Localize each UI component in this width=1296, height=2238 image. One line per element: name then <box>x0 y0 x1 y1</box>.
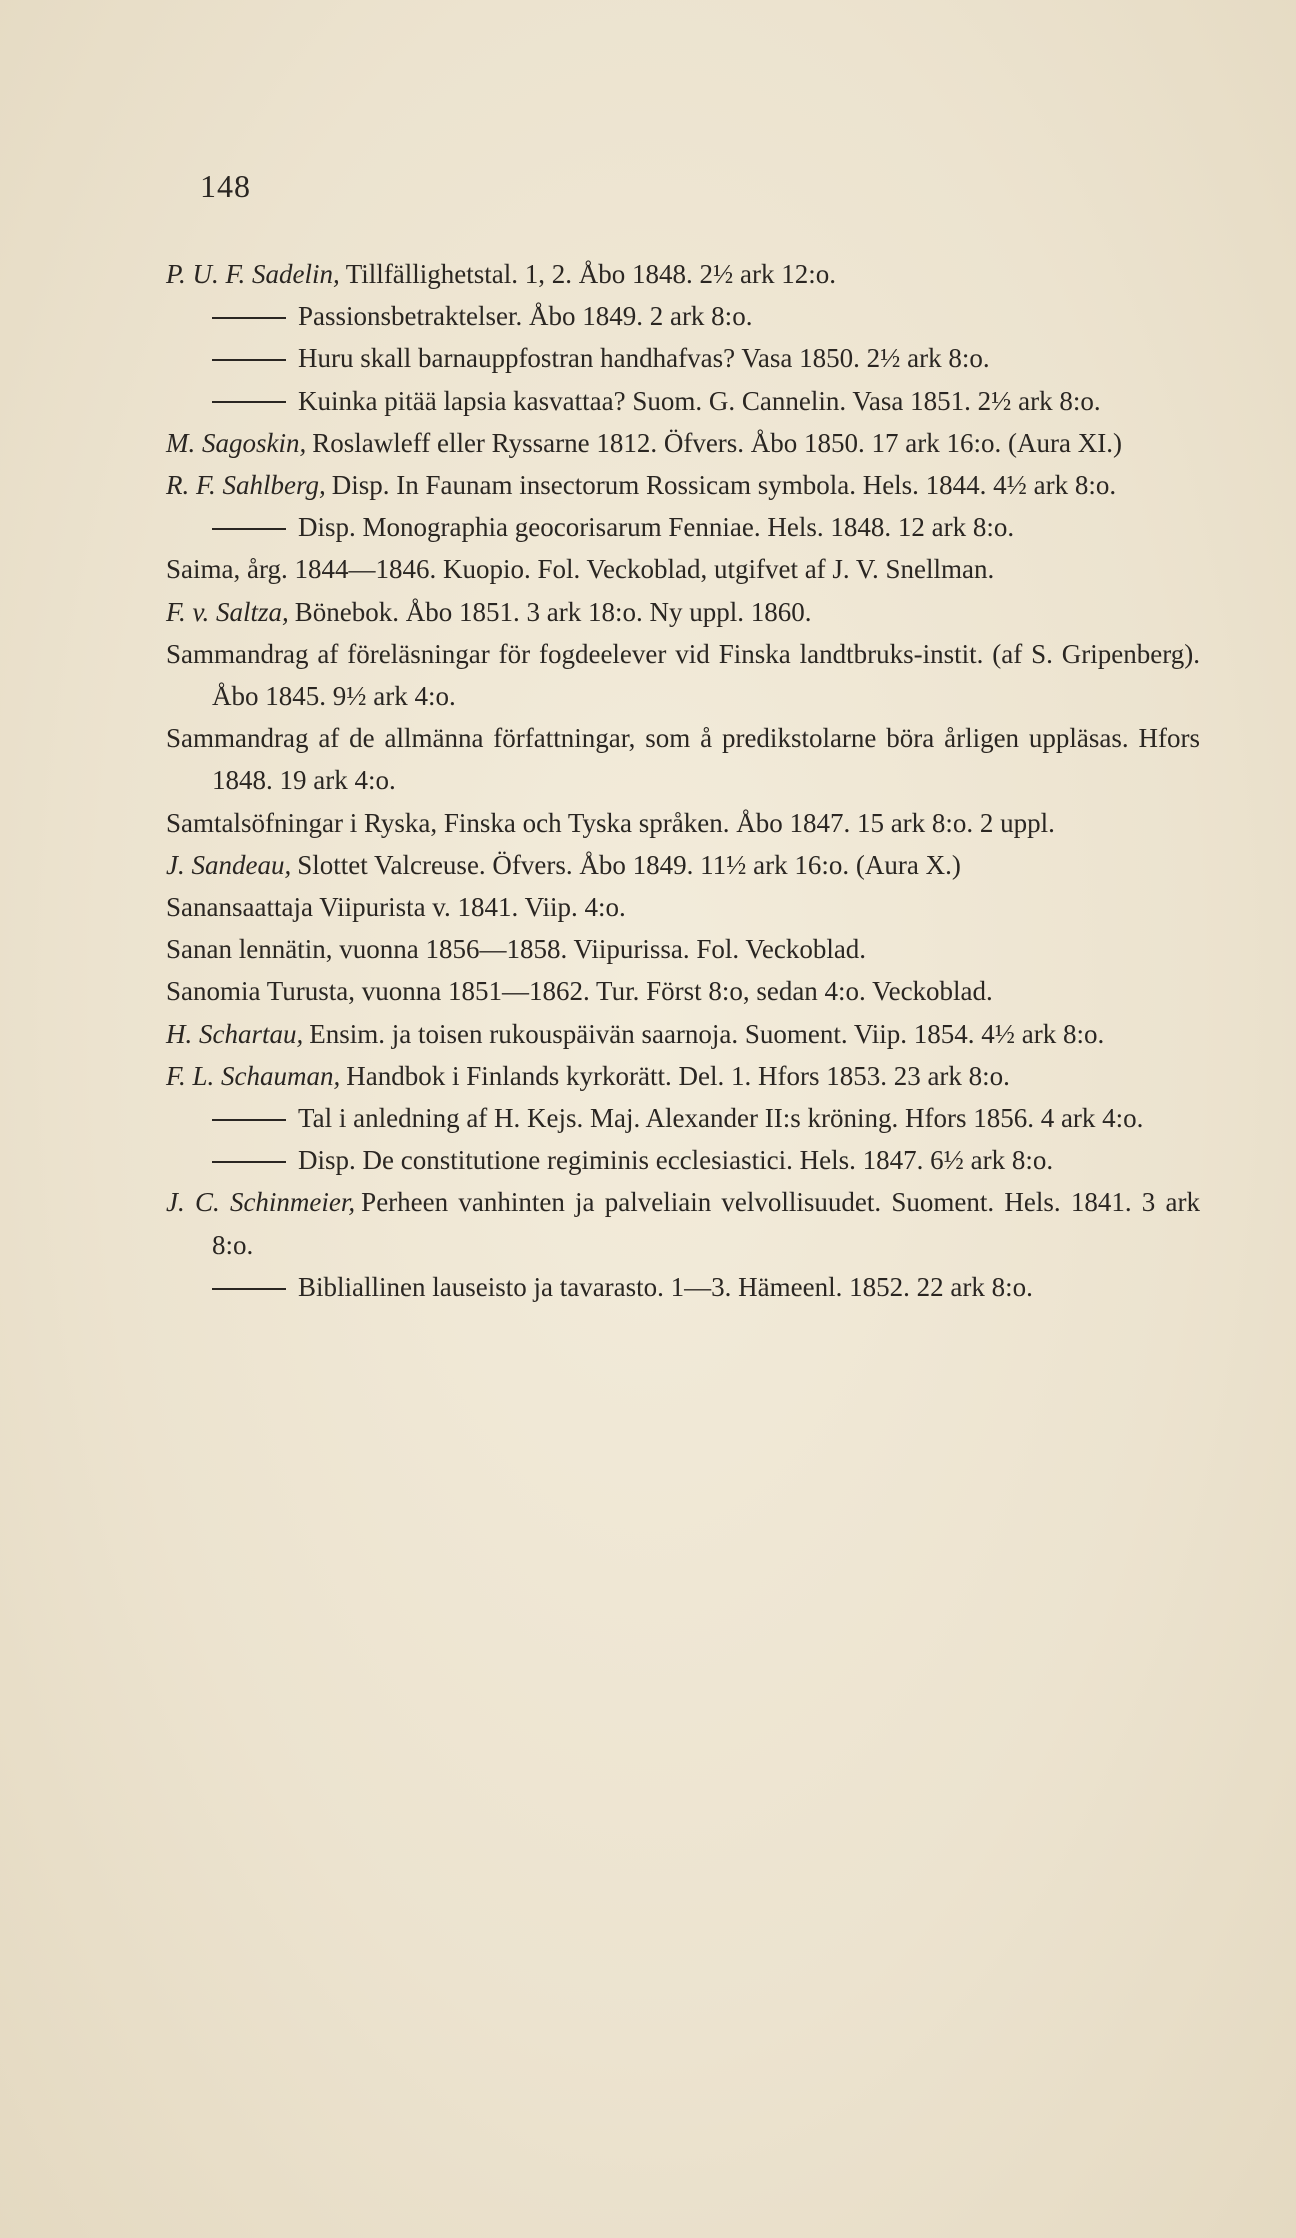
ditto-dash <box>212 317 286 319</box>
ditto-dash <box>212 1288 286 1290</box>
bibliography-entry <box>166 802 1200 844</box>
bibliography-entry <box>166 422 1200 464</box>
ditto-dash <box>212 401 286 403</box>
entry-text: Slottet Valcreuse. Öfvers. Åbo 1849. 11½ ark 16:o. (Aura X.) <box>297 849 961 880</box>
bibliography-entry <box>166 1139 1200 1181</box>
bibliography-entry <box>166 928 1200 970</box>
page-number: 148 <box>200 168 251 204</box>
entry-author: M. Sagoskin, <box>166 427 307 458</box>
bibliography-entry <box>166 295 1200 337</box>
ditto-dash <box>212 1119 286 1121</box>
bibliography-entry <box>166 844 1200 886</box>
bibliography-entry <box>166 380 1200 422</box>
bibliography-entry <box>166 337 1200 379</box>
entry-text: Passionsbetraktelser. Åbo 1849. 2 ark 8:o. <box>298 301 753 332</box>
entry-text: Sanan lennätin, vuonna 1856—1858. Viipurissa. Fol. Veckoblad. <box>166 934 867 965</box>
bibliography-entry <box>166 970 1200 1012</box>
entry-text: Tal i anledning af H. Kejs. Maj. Alexander II:s kröning. Hfors 1856. 4 ark 4:o. <box>298 1103 1144 1134</box>
entry-text: Samtalsöfningar i Ryska, Finska och Tyska språken. Åbo 1847. 15 ark 8:o. 2 uppl. <box>166 807 1055 838</box>
bibliography-list <box>166 253 1200 1308</box>
entry-text: Sammandrag af föreläsningar för fogdeelever vid Finska landtbruks-instit. (af S. Gripenberg). Åbo 1845. 9½ ark 4:o. <box>166 638 1200 712</box>
bibliography-entry <box>166 633 1200 717</box>
entry-text: Bönebok. Åbo 1851. 3 ark 18:o. Ny uppl. 1860. <box>294 596 812 627</box>
entry-author: J. Sandeau, <box>166 849 292 880</box>
entry-text: Ensim. ja toisen rukouspäivän saarnoja. Suoment. Viip. 1854. 4½ ark 8:o. <box>309 1018 1105 1049</box>
entry-text: Kuinka pitää lapsia kasvattaa? Suom. G. Cannelin. Vasa 1851. 2½ ark 8:o. <box>298 385 1101 416</box>
bibliography-entry <box>166 591 1200 633</box>
bibliography-entry <box>166 1055 1200 1097</box>
bibliography-entry <box>166 1013 1200 1055</box>
entry-text: Handbok i Finlands kyrkorätt. Del. 1. Hfors 1853. 23 ark 8:o. <box>346 1060 1010 1091</box>
entry-text: Roslawleff eller Ryssarne 1812. Öfvers. Åbo 1850. 17 ark 16:o. (Aura XI.) <box>312 427 1122 458</box>
bibliography-entry <box>166 886 1200 928</box>
bibliography-entry <box>166 548 1200 590</box>
entry-text: Huru skall barnauppfostran handhafvas? Vasa 1850. 2½ ark 8:o. <box>298 343 990 374</box>
entry-text: Tillfällighetstal. 1, 2. Åbo 1848. 2½ ark 12:o. <box>345 259 836 289</box>
bibliography-entry <box>166 717 1200 801</box>
entry-author: P. U. F. Sadelin, <box>166 259 340 289</box>
bibliography-entry <box>166 1266 1200 1308</box>
entry-author: H. Schartau, <box>166 1018 304 1049</box>
entry-text: Disp. In Faunam insectorum Rossicam symbola. Hels. 1844. 4½ ark 8:o. <box>331 470 1117 501</box>
entry-author: F. v. Saltza, <box>166 596 289 627</box>
entry-author: F. L. Schauman, <box>166 1060 341 1091</box>
ditto-dash <box>212 528 286 530</box>
entry-text: Perheen vanhinten ja palveliain velvollisuudet. Suoment. Hels. 1841. 3 ark 8:o. <box>212 1187 1201 1260</box>
entry-text: Saima, årg. 1844—1846. Kuopio. Fol. Veckoblad, utgifvet af J. V. Snellman. <box>166 554 995 585</box>
bibliography-entry <box>166 506 1200 548</box>
entry-text: Bibliallinen lauseisto ja tavarasto. 1—3. Hämeenl. 1852. 22 ark 8:o. <box>298 1271 1033 1302</box>
ditto-dash <box>212 359 286 361</box>
entry-author: R. F. Sahlberg, <box>166 470 326 501</box>
entry-author: J. C. Schinmeier, <box>166 1187 356 1218</box>
entry-text: Disp. De constitutione regiminis ecclesiastici. Hels. 1847. 6½ ark 8:o. <box>298 1145 1054 1176</box>
entry-text: Sanomia Turusta, vuonna 1851—1862. Tur. Först 8:o, sedan 4:o. Veckoblad. <box>166 976 993 1007</box>
bibliography-entry <box>166 1097 1200 1139</box>
bibliography-entry <box>166 253 1200 295</box>
entry-text: Disp. Monographia geocorisarum Fenniae. Hels. 1848. 12 ark 8:o. <box>298 512 1015 543</box>
entry-text: Sammandrag af de allmänna författningar, som å predikstolarne böra årligen uppläsas. Hfors 1848. 19 ark 4:o. <box>166 723 1200 796</box>
bibliography-entry <box>166 1181 1200 1265</box>
ditto-dash <box>212 1161 286 1163</box>
bibliography-entry <box>166 464 1200 506</box>
entry-text: Sanansaattaja Viipurista v. 1841. Viip. 4:o. <box>166 892 626 923</box>
